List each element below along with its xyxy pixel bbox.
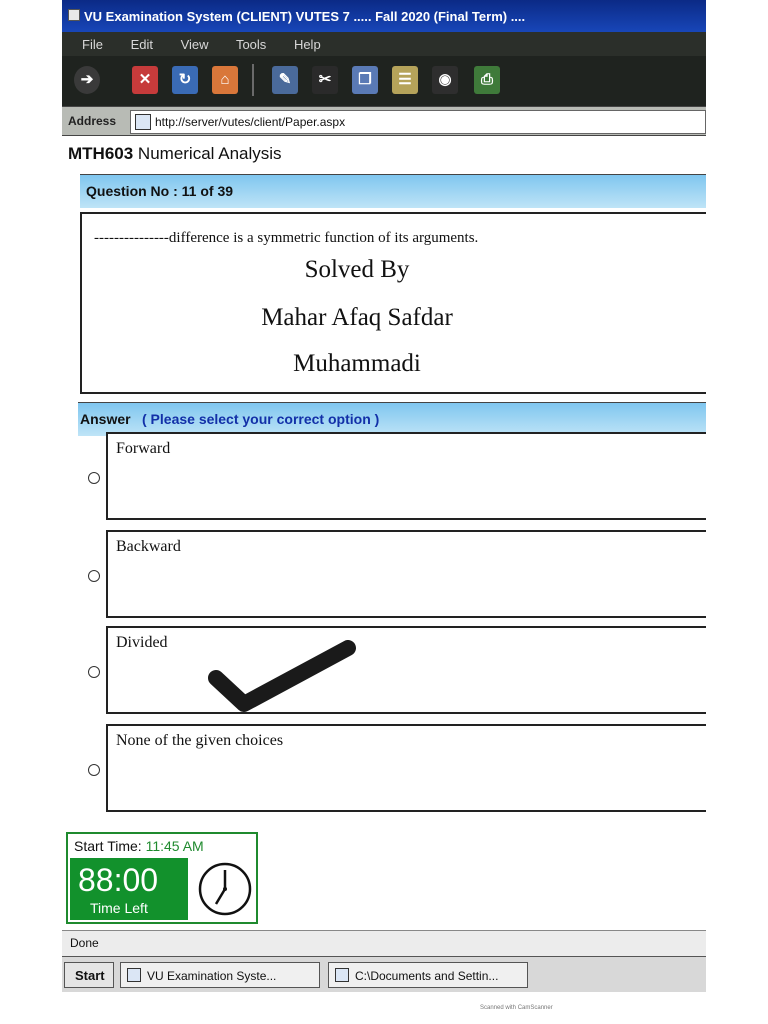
address-label: Address: [68, 114, 117, 128]
option-forward[interactable]: [106, 432, 706, 520]
window-icon: [68, 9, 80, 21]
option-label: Divided: [116, 634, 168, 651]
toolbar-separator: [252, 64, 254, 96]
taskbar: [62, 956, 706, 992]
option-radio-forward[interactable]: [88, 472, 100, 484]
time-remaining: 88:00: [78, 862, 159, 898]
status-bar: [62, 930, 706, 956]
url-input[interactable]: [130, 110, 706, 134]
clock-icon: [196, 860, 254, 918]
status-text: Done: [70, 936, 99, 950]
timer-panel: [66, 832, 258, 924]
start-time-value: 11:45 AM: [145, 838, 204, 854]
task-label: C:\Documents and Settin...: [355, 969, 499, 983]
course-name: Numerical Analysis: [137, 144, 282, 163]
option-none[interactable]: [106, 724, 706, 812]
window-title: VU Examination System (CLIENT) VUTES 7 ..... Fall 2020 (Final Term) ....: [84, 9, 526, 24]
option-radio-backward[interactable]: [88, 570, 100, 582]
watermark-line-3: Muhammadi: [293, 350, 421, 377]
menu-edit[interactable]: Edit: [130, 37, 153, 52]
course-title: [68, 144, 282, 164]
exam-page: [62, 136, 706, 930]
menu-help[interactable]: Help: [293, 37, 321, 52]
checkmark-icon: [198, 640, 368, 720]
home-icon[interactable]: ⌂: [212, 66, 238, 94]
folder-icon: [335, 968, 349, 982]
course-code: MTH603: [68, 144, 134, 163]
watermark-line-1: Solved By: [304, 256, 410, 283]
option-backward[interactable]: [106, 530, 706, 618]
exam-window: [62, 0, 706, 992]
watermark-line-2: Mahar Afaq Safdar: [261, 304, 453, 331]
media-icon[interactable]: ◉: [432, 66, 458, 94]
menu-tools[interactable]: Tools: [235, 37, 267, 52]
taskbar-item-exam[interactable]: [120, 962, 320, 988]
address-bar: [62, 106, 706, 136]
cut-icon[interactable]: ✂: [312, 66, 338, 94]
start-time-label: Start Time:: [74, 838, 142, 854]
question-number: Question No : 11 of 39: [86, 183, 234, 199]
stop-icon[interactable]: ✕: [132, 66, 158, 94]
option-radio-divided[interactable]: [88, 666, 100, 678]
time-left-box: [70, 858, 188, 920]
menu-view[interactable]: View: [180, 37, 209, 52]
copy-icon[interactable]: ❐: [352, 66, 378, 94]
menu-file[interactable]: File: [82, 37, 103, 52]
start-button[interactable]: Start: [64, 962, 114, 988]
page-icon: [135, 114, 151, 130]
ie-icon: [127, 968, 141, 982]
question-box: [80, 212, 706, 394]
option-label: Forward: [116, 440, 171, 457]
print-icon[interactable]: ⎙: [474, 66, 500, 94]
question-number-bar: [80, 174, 706, 208]
option-label: None of the given choices: [116, 732, 284, 749]
edit-icon[interactable]: ✎: [272, 66, 298, 94]
title-bar: [62, 0, 706, 32]
refresh-icon[interactable]: ↻: [172, 66, 198, 94]
paste-icon[interactable]: ☰: [392, 66, 418, 94]
question-text: ---------------difference is a symmetric function of its arguments.: [94, 230, 479, 246]
answer-hint: ( Please select your correct option ): [142, 411, 380, 427]
menu-bar: [62, 32, 706, 56]
answer-label: Answer: [80, 411, 131, 427]
task-label: VU Examination Syste...: [147, 969, 277, 983]
back-icon[interactable]: ➔: [74, 66, 100, 94]
answer-bar: [78, 402, 706, 436]
toolbar: [62, 56, 706, 106]
option-divided[interactable]: [106, 626, 706, 714]
option-label: Backward: [116, 538, 181, 555]
scanner-footnote: Scanned with CamScanner: [480, 1005, 553, 1011]
option-radio-none[interactable]: [88, 764, 100, 776]
url-text: http://server/vutes/client/Paper.aspx: [155, 115, 346, 129]
start-time: [74, 838, 204, 854]
taskbar-item-explorer[interactable]: [328, 962, 528, 988]
time-left-label: Time Left: [90, 900, 148, 916]
